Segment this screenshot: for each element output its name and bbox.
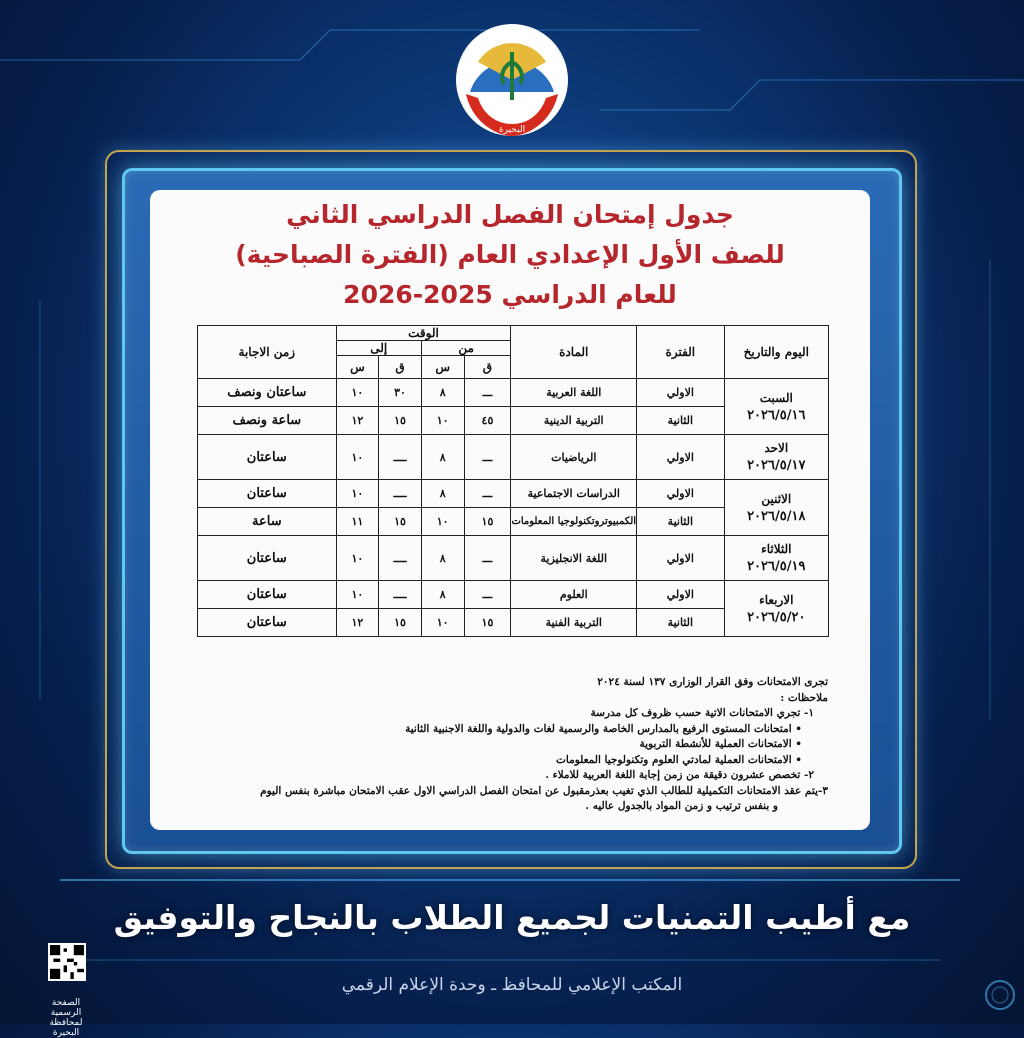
from-min-cell: ـــ bbox=[464, 379, 511, 407]
header-from-min: ق bbox=[464, 356, 511, 379]
day-date: ٢٠٢٦/٥/١٦ bbox=[747, 407, 806, 423]
to-min-cell: ــــ bbox=[379, 536, 422, 581]
title-line-2: للصف الأول الإعدادي العام (الفترة الصباحية) bbox=[235, 240, 785, 269]
header-from: من bbox=[421, 341, 511, 356]
notes-section bbox=[188, 675, 828, 815]
period-cell: الاولي bbox=[637, 379, 724, 407]
from-min-cell: ـــ bbox=[464, 435, 511, 480]
period-cell: الثانية bbox=[637, 508, 724, 536]
notes-decree: تجرى الامتحانات وفق القرار الوزارى ١٣٧ لسنة ٢٠٢٤ bbox=[597, 676, 828, 688]
day-name: الاثنين bbox=[761, 491, 792, 506]
notes-item-3-cont: و بنفس ترتيب و زمن المواد بالجدول عاليه . bbox=[585, 800, 778, 812]
day-name: الثلاثاء bbox=[761, 542, 792, 556]
period-cell: الاولي bbox=[637, 536, 724, 581]
logo-text: البحيرة bbox=[498, 125, 526, 135]
period-cell: الثانية bbox=[637, 407, 724, 435]
day-cell bbox=[724, 581, 828, 637]
from-min-cell: ـــ bbox=[464, 536, 511, 581]
day-cell bbox=[724, 536, 828, 581]
subject-cell: الدراسات الاجتماعية bbox=[511, 480, 637, 508]
subject-cell: الرياضيات bbox=[511, 435, 637, 480]
notes-bullet: • امتحانات المستوى الرفيع بالمدارس الخاصة والرسمية لغات والدولية واللغة الاجنبية الثانية bbox=[405, 722, 802, 735]
header-subject: المادة bbox=[511, 326, 637, 379]
from-min-cell: ١٥ bbox=[464, 508, 511, 536]
from-min-cell: ـــ bbox=[464, 581, 511, 609]
table-row bbox=[198, 536, 829, 581]
subject-cell: العلوم bbox=[511, 581, 637, 609]
day-name: السبت bbox=[759, 390, 793, 405]
to-hour-cell: ١٠ bbox=[336, 435, 379, 480]
to-hour-cell: ١٠ bbox=[336, 581, 379, 609]
title-line-1: جدول إمتحان الفصل الدراسي الثاني bbox=[286, 200, 734, 229]
duration-cell: ساعتان bbox=[198, 536, 337, 581]
footer-credit: المكتب الإعلامي للمحافظ ـ وحدة الإعلام الرقمي bbox=[341, 975, 683, 995]
qr-caption: الصفحة الرسمية لمحافظة البحيرة bbox=[49, 998, 83, 1038]
table-row bbox=[198, 435, 829, 480]
header-period: الفترة bbox=[637, 326, 724, 379]
day-date: ٢٠٢٦/٥/٢٠ bbox=[747, 609, 806, 625]
header-day-date: اليوم والتاريخ bbox=[724, 326, 828, 379]
notes-header: ملاحظات : bbox=[780, 691, 828, 704]
day-name: الاربعاء bbox=[759, 592, 794, 607]
day-cell bbox=[724, 480, 828, 536]
qr-code-icon[interactable] bbox=[48, 943, 86, 981]
governorate-logo-icon bbox=[452, 22, 572, 142]
period-cell: الاولي bbox=[637, 480, 724, 508]
table-row bbox=[198, 581, 829, 609]
to-min-cell: ١٥ bbox=[379, 609, 422, 637]
header-time: الوقت bbox=[336, 326, 511, 341]
subject-cell: التربية الدينية bbox=[511, 407, 637, 435]
day-date: ٢٠٢٦/٥/١٩ bbox=[747, 559, 806, 574]
header-to-min: ق bbox=[379, 356, 422, 379]
day-cell bbox=[724, 435, 828, 480]
from-hour-cell: ١٠ bbox=[421, 407, 464, 435]
to-min-cell: ١٥ bbox=[379, 508, 422, 536]
header-duration: زمن الاجابة bbox=[198, 326, 337, 379]
from-hour-cell: ١٠ bbox=[421, 609, 464, 637]
to-min-cell: ــــ bbox=[379, 581, 422, 609]
title-line-3: للعام الدراسي 2025-2026 bbox=[343, 280, 677, 309]
congratulations-message: مع أطيب التمنيات لجميع الطلاب بالنجاح والتوفيق bbox=[113, 898, 911, 937]
to-hour-cell: ١٠ bbox=[336, 379, 379, 407]
to-min-cell: ١٥ bbox=[379, 407, 422, 435]
table-row bbox=[198, 480, 829, 508]
day-name: الاحد bbox=[764, 441, 789, 455]
from-min-cell: ٤٥ bbox=[464, 407, 511, 435]
header-to-hour: س bbox=[336, 356, 379, 379]
subject-cell: اللغة العربية bbox=[511, 379, 637, 407]
header-to: إلى bbox=[336, 341, 421, 356]
header-from-hour: س bbox=[421, 356, 464, 379]
notes-bullet: • الامتحانات العملية للأنشطة التربوية bbox=[639, 738, 802, 750]
duration-cell: ساعتان bbox=[198, 435, 337, 480]
to-hour-cell: ١٢ bbox=[336, 609, 379, 637]
schedule-document bbox=[150, 190, 870, 830]
period-cell: الاولي bbox=[637, 435, 724, 480]
to-hour-cell: ١٢ bbox=[336, 407, 379, 435]
to-hour-cell: ١٠ bbox=[336, 480, 379, 508]
day-date: ٢٠٢٦/٥/١٧ bbox=[747, 458, 806, 473]
exam-schedule-table bbox=[197, 325, 829, 637]
period-cell: الثانية bbox=[637, 609, 724, 637]
subject-cell: اللغة الانجليزية bbox=[511, 536, 637, 581]
to-hour-cell: ١٠ bbox=[336, 536, 379, 581]
duration-cell: ساعتان bbox=[198, 480, 337, 508]
notes-bullet-1: امتحانات المستوى الرفيع بالمدارس الخاصة والرسمية لغات والدولية واللغة الاجنبية الثانية bbox=[405, 722, 792, 735]
from-hour-cell: ٨ bbox=[421, 435, 464, 480]
day-date: ٢٠٢٦/٥/١٨ bbox=[747, 508, 806, 524]
from-min-cell: ـــ bbox=[464, 480, 511, 508]
from-min-cell: ١٥ bbox=[464, 609, 511, 637]
notes-item-2: ٢- تخصص عشرون دقيقة من زمن إجابة اللغة العربية للاملاء . bbox=[545, 769, 814, 781]
duration-cell: ساعة ونصف bbox=[198, 407, 337, 435]
to-hour-cell: ١١ bbox=[336, 508, 379, 536]
to-min-cell: ــــ bbox=[379, 480, 422, 508]
notes-bullet-3: الامتحانات العملية لمادتي العلوم وتكنولوجيا المعلومات bbox=[556, 753, 792, 766]
day-cell bbox=[724, 379, 828, 435]
notes-bullet: • الامتحانات العملية لمادتي العلوم وتكنولوجيا المعلومات bbox=[556, 753, 802, 766]
duration-cell: ساعتان ونصف bbox=[198, 379, 337, 407]
duration-cell: ساعتان bbox=[198, 581, 337, 609]
from-hour-cell: ٨ bbox=[421, 581, 464, 609]
duration-cell: ساعتان bbox=[198, 609, 337, 637]
from-hour-cell: ١٠ bbox=[421, 508, 464, 536]
from-hour-cell: ٨ bbox=[421, 480, 464, 508]
to-min-cell: ٣٠ bbox=[379, 379, 422, 407]
decorative-ring-icon bbox=[980, 975, 1020, 1015]
to-min-cell: ــــ bbox=[379, 435, 422, 480]
subject-cell: الكمبيوتروتكنولوجيا المعلومات bbox=[511, 508, 637, 536]
table-row bbox=[198, 379, 829, 407]
from-hour-cell: ٨ bbox=[421, 536, 464, 581]
period-cell: الاولي bbox=[637, 581, 724, 609]
from-hour-cell: ٨ bbox=[421, 379, 464, 407]
notes-bullet-2: الامتحانات العملية للأنشطة التربوية bbox=[639, 738, 792, 750]
notes-item-3: ٣-يتم عقد الامتحانات التكميلية للطالب الذي تغيب بعذرمقبول عن امتحان الفصل الدراسي الاول عقب الامتحان مباشرة بنفس اليوم bbox=[260, 784, 828, 797]
duration-cell: ساعة bbox=[198, 508, 337, 536]
notes-item-1: ١- تجري الامتحانات الاتية حسب ظروف كل مدرسة bbox=[590, 707, 814, 719]
subject-cell: التربية الفنية bbox=[511, 609, 637, 637]
